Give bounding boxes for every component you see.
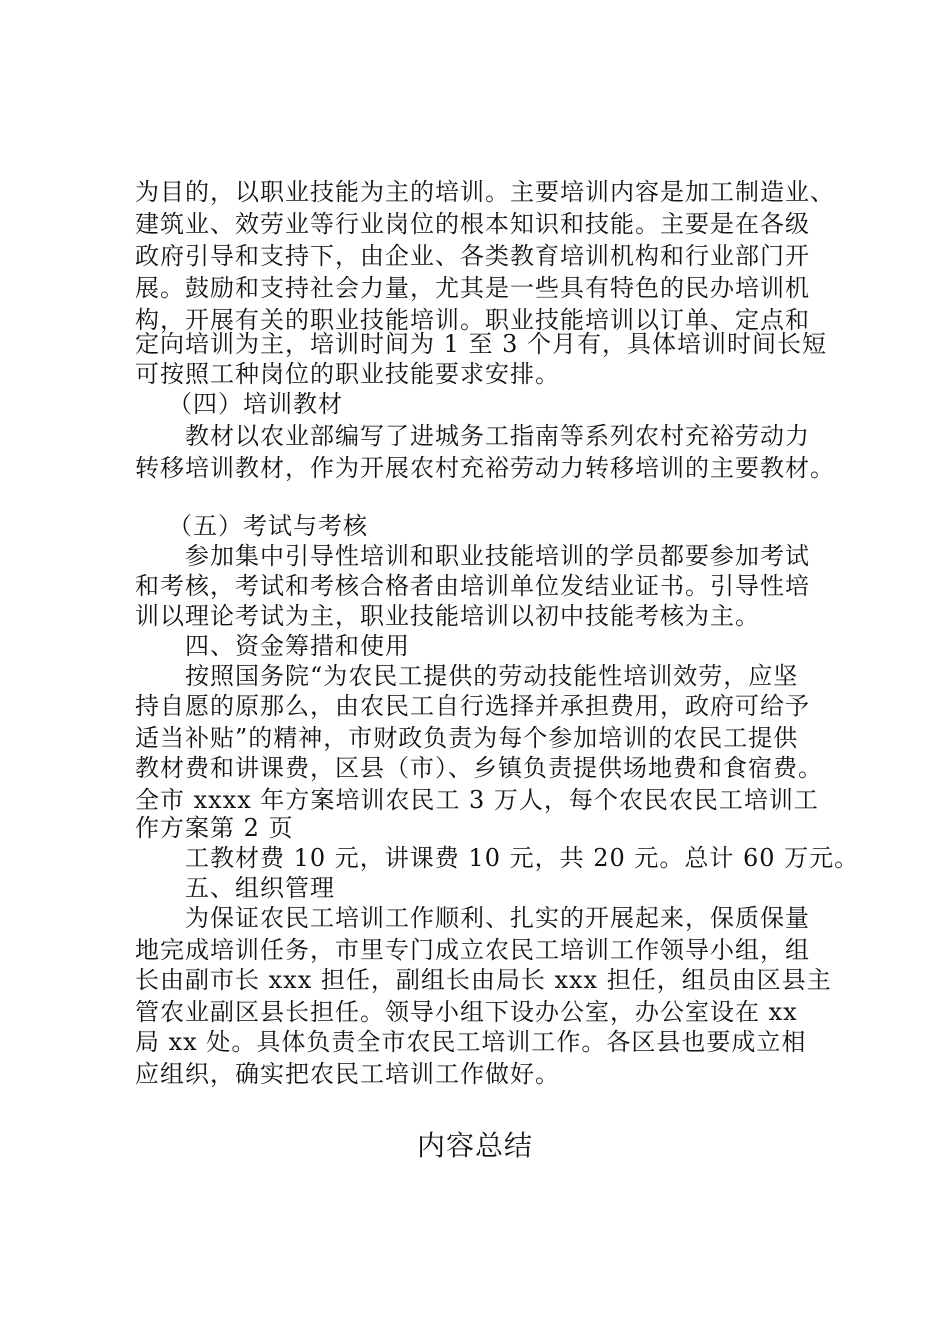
text-line: 教材以农业部编写了进城务工指南等系列农村充裕劳动力 <box>185 422 810 450</box>
text-line: 为保证农民工培训工作顺利、扎实的开展起来，保质保量 <box>185 904 810 932</box>
text-line: 持自愿的原那么，由农民工自行选择并承担费用，政府可给予 <box>135 692 810 720</box>
text-line: 管农业副区县长担任。领导小组下设办公室，办公室设在 xx <box>135 998 798 1026</box>
text-line: 长由副市长 xxx 担任，副组长由局长 xxx 担任，组员由区县主 <box>135 966 832 994</box>
text-line: 政府引导和支持下，由企业、各类教育培训机构和行业部门开 <box>135 242 810 270</box>
text-line: 建筑业、效劳业等行业岗位的根本知识和技能。主要是在各级 <box>135 210 810 238</box>
text-line: 可按照工种岗位的职业技能要求安排。 <box>135 360 560 388</box>
text-line: 地完成培训任务，市里专门成立农民工培训工作领导小组，组 <box>135 936 810 964</box>
text-line: 展。鼓励和支持社会力量，尤其是一些具有特色的民办培训机 <box>135 274 810 302</box>
text-line: 适当补贴”的精神，市财政负责为每个参加培训的农民工提供 <box>135 724 799 752</box>
text-line: 定向培训为主，培训时间为 1 至 3 个月有，具体培训时间长短 <box>135 330 828 358</box>
section-heading: （五）考试与考核 <box>168 512 368 540</box>
text-line: 局 xx 处。具体负责全市农民工培训工作。各区县也要成立相 <box>135 1028 807 1056</box>
summary-title: 内容总结 <box>416 1129 533 1162</box>
text-line: 构，开展有关的职业技能培训。职业技能培训以订单、定点和 <box>135 306 810 334</box>
text-line: 训以理论考试为主，职业技能培训以初中技能考核为主。 <box>135 602 760 630</box>
text-line: 转移培训教材，作为开展农村充裕劳动力转移培训的主要教材。 <box>135 454 835 482</box>
text-line: 教材费和讲课费，区县（市）、乡镇负责提供场地费和食宿费。 <box>135 754 823 782</box>
text-line: 为目的，以职业技能为主的培训。主要培训内容是加工制造业、 <box>135 178 835 206</box>
text-line: 参加集中引导性培训和职业技能培训的学员都要参加考试 <box>185 542 810 570</box>
section-heading: 四、资金筹措和使用 <box>185 632 410 660</box>
text-line: 应组织，确实把农民工培训工作做好。 <box>135 1060 560 1088</box>
section-heading: 五、组织管理 <box>185 874 335 902</box>
text-line: 作方案第 2 页 <box>135 814 294 842</box>
text-line: 工教材费 10 元，讲课费 10 元，共 20 元。总计 60 万元。 <box>185 844 860 872</box>
text-line: 全市 xxxx 年方案培训农民工 3 万人，每个农民农民工培训工 <box>135 786 819 814</box>
section-heading: （四）培训教材 <box>168 390 343 418</box>
text-line: 和考核，考试和考核合格者由培训单位发结业证书。引导性培 <box>135 572 810 600</box>
text-line: 按照国务院“为农民工提供的劳动技能性培训效劳，应坚 <box>185 662 799 690</box>
